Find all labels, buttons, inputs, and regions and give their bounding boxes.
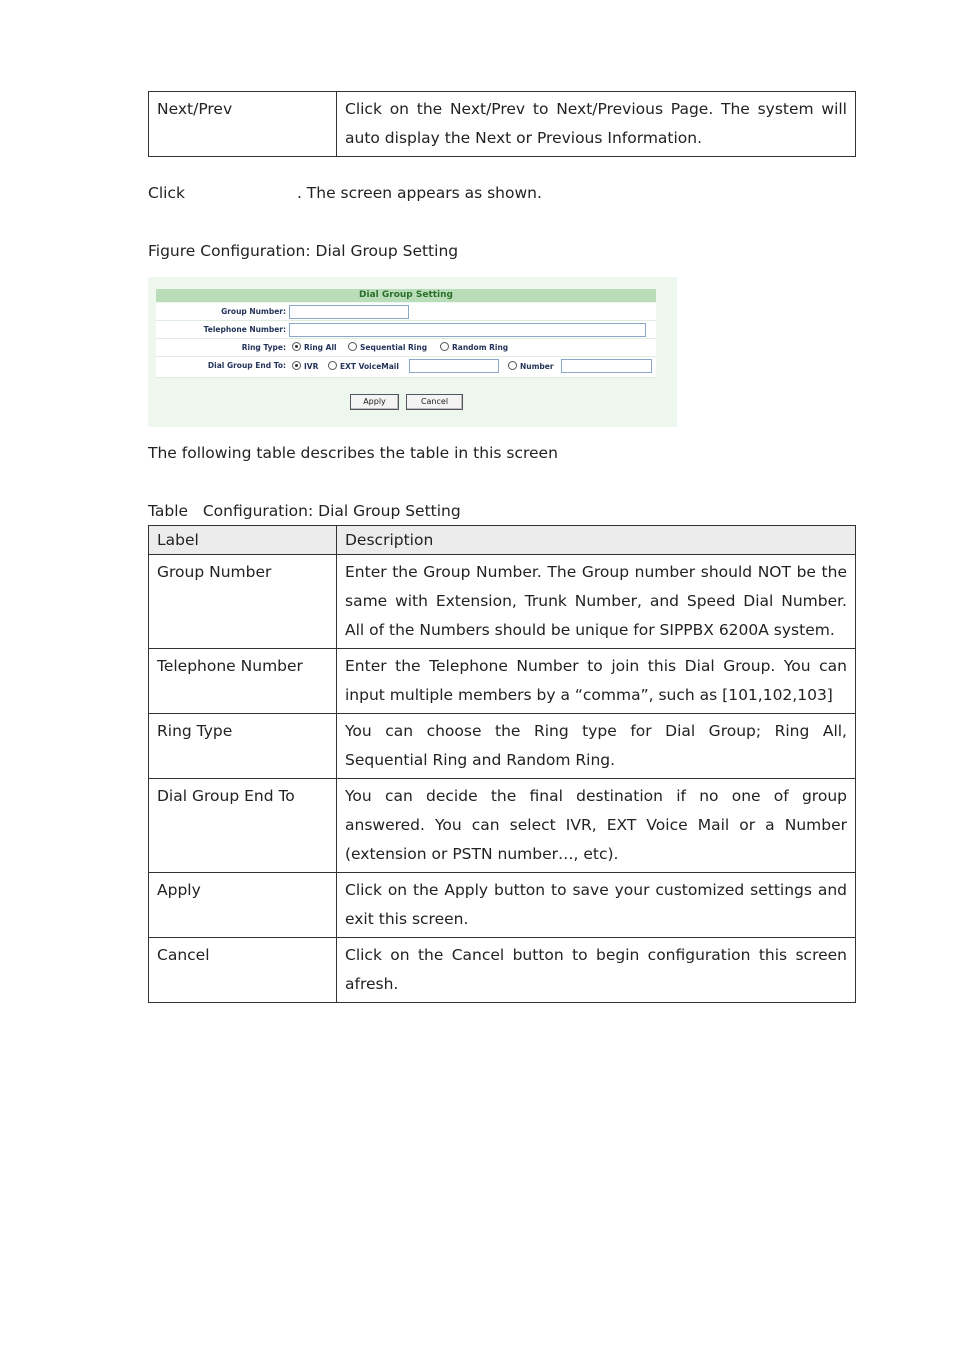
intro-click: Click: [148, 184, 185, 202]
row-description: Enter the Group Number. The Group number should NOT be the same with Extension, Trunk Number, and Speed Dial Number. All of the Numbers should be unique for SIPPBX 6200A system.: [337, 555, 856, 649]
ring-all-option[interactable]: Ring All: [292, 339, 337, 356]
radio-icon[interactable]: [508, 361, 517, 370]
table-row: [149, 938, 856, 1003]
number-option[interactable]: Number: [508, 358, 554, 375]
row-description: Click on the Apply button to save your customized settings and exit this screen.: [337, 873, 856, 938]
table-row: [149, 873, 856, 938]
table-row: [149, 555, 856, 649]
row-label: Group Number: [149, 555, 337, 649]
intro-rest: . The screen appears as shown.: [296, 184, 542, 202]
following-text: The following table describes the table in this screen: [148, 444, 558, 462]
intro-line: [148, 183, 542, 203]
telephone-number-row: [156, 321, 656, 339]
sequential-ring-option[interactable]: Sequential Ring: [348, 339, 427, 356]
apply-button[interactable]: Apply: [350, 394, 399, 410]
header-label: Label: [149, 526, 337, 555]
radio-selected-icon[interactable]: [292, 361, 301, 370]
row-description: You can choose the Ring type for Dial Group; Ring All, Sequential Ring and Random Ring.: [337, 714, 856, 779]
radio-icon[interactable]: [328, 361, 337, 370]
table-row: [149, 714, 856, 779]
row-label: Apply: [149, 873, 337, 938]
row-label: Next/Prev: [149, 92, 337, 157]
dial-group-screenshot: [148, 277, 677, 427]
ring-type-row: [156, 339, 656, 357]
next-prev-table: [148, 91, 856, 157]
radio-icon[interactable]: [348, 342, 357, 351]
table-row: [149, 92, 856, 157]
row-description: Click on the Cancel button to begin configuration this screen afresh.: [337, 938, 856, 1003]
cancel-button[interactable]: Cancel: [406, 394, 463, 410]
figure-caption: Figure Configuration: Dial Group Setting: [148, 242, 459, 260]
radio-icon[interactable]: [440, 342, 449, 351]
ext-voicemail-option[interactable]: EXT VoiceMail: [328, 358, 399, 375]
row-description: Click on the Next/Prev to Next/Previous Page. The system will auto display the Next or Previous Information.: [337, 92, 856, 157]
table-row: [149, 649, 856, 714]
row-label: Telephone Number: [149, 649, 337, 714]
telephone-number-input[interactable]: [289, 323, 646, 337]
telephone-number-label: Telephone Number:: [203, 325, 286, 334]
table-header-row: [149, 526, 856, 555]
end-to-label: Dial Group End To:: [207, 361, 286, 370]
group-number-label: Group Number:: [221, 307, 286, 316]
row-label: Dial Group End To: [149, 779, 337, 873]
screenshot-title: Dial Group Setting: [156, 289, 656, 302]
voicemail-input[interactable]: [409, 359, 499, 373]
row-description: Enter the Telephone Number to join this Dial Group. You can input multiple members by a “comma”, such as [101,102,103]: [337, 649, 856, 714]
table-row: [149, 779, 856, 873]
number-input[interactable]: [561, 359, 652, 373]
header-description: Description: [337, 526, 856, 555]
end-to-row: [156, 357, 656, 378]
row-label: Cancel: [149, 938, 337, 1003]
group-number-input[interactable]: [289, 305, 409, 319]
row-label: Ring Type: [149, 714, 337, 779]
radio-selected-icon[interactable]: [292, 342, 301, 351]
ivr-option[interactable]: IVR: [292, 358, 318, 375]
row-description: You can decide the final destination if no one of group answered. You can select IVR, EXT Voice Mail or a Number (extension or PSTN number…, etc).: [337, 779, 856, 873]
table-caption: Table Configuration: Dial Group Setting: [148, 502, 461, 520]
random-ring-option[interactable]: Random Ring: [440, 339, 508, 356]
group-number-row: [156, 303, 656, 321]
dial-group-table: [148, 525, 856, 1003]
ring-type-label: Ring Type:: [241, 343, 286, 352]
